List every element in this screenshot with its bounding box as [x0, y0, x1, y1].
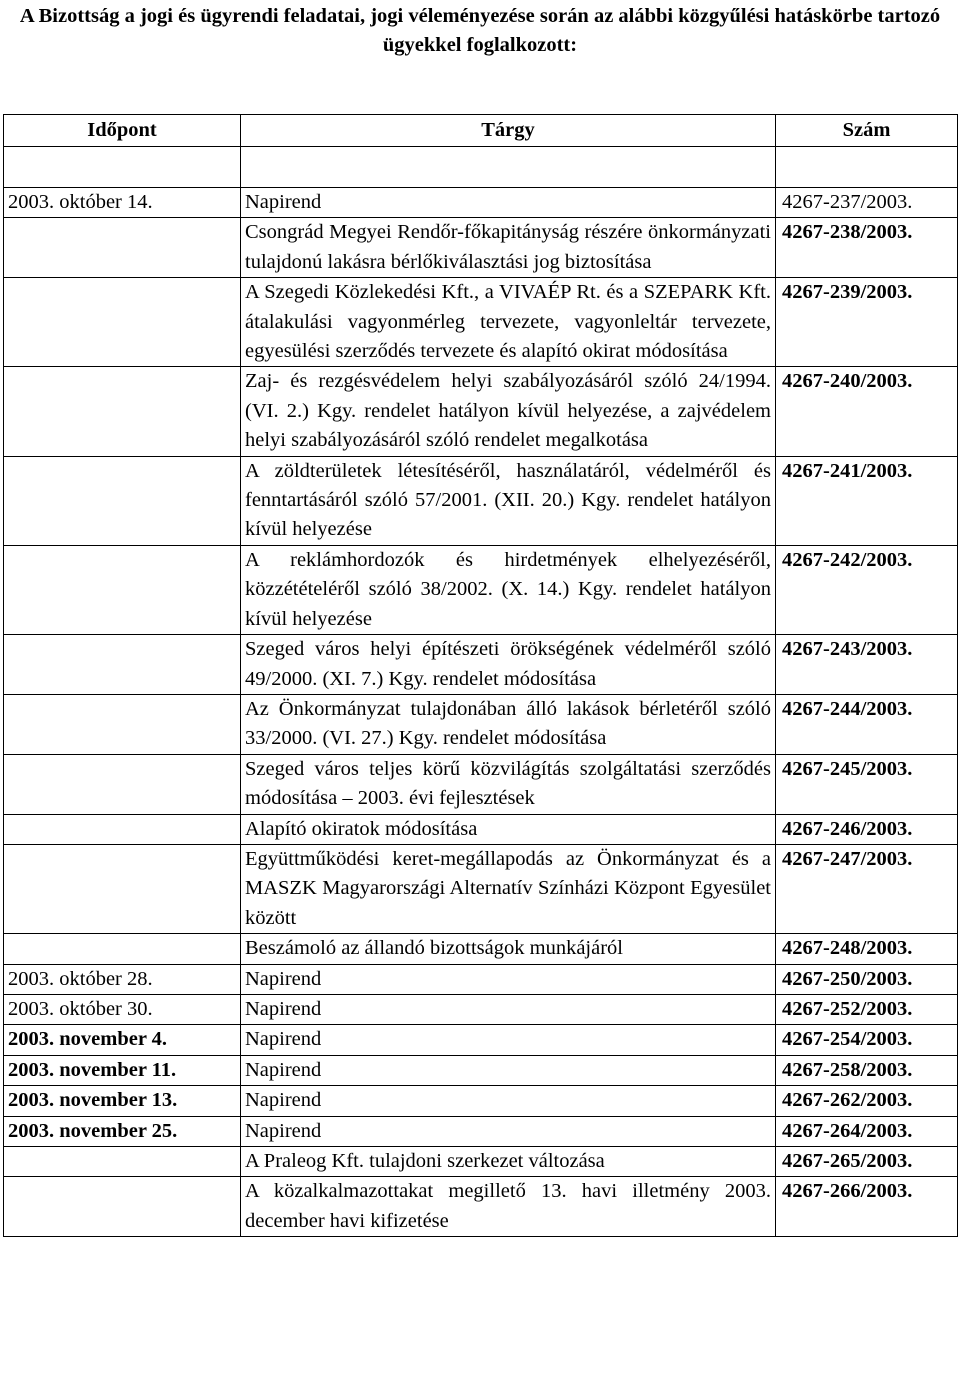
number-cell: 4267-237/2003.: [776, 188, 958, 218]
table-row: [4, 934, 958, 964]
number-cell: 4267-266/2003.: [776, 1177, 958, 1237]
subject-cell: Szeged város helyi építészeti örökségének védelméről szóló 49/2000. (XI. 7.) Kgy. rendelet módosítása: [241, 635, 776, 695]
number-cell: 4267-242/2003.: [776, 545, 958, 634]
subject-cell: Napirend: [241, 1055, 776, 1085]
date-cell: [4, 278, 241, 367]
table-row: [4, 635, 958, 695]
subject-cell: Beszámoló az állandó bizottságok munkájáról: [241, 934, 776, 964]
number-cell: 4267-244/2003.: [776, 694, 958, 754]
table-row: [4, 218, 958, 278]
date-cell: [4, 1177, 241, 1237]
table-row: [4, 844, 958, 933]
date-cell: 2003. október 14.: [4, 188, 241, 218]
number-cell: 4267-241/2003.: [776, 456, 958, 545]
date-cell: [4, 1147, 241, 1177]
table-row: [4, 545, 958, 634]
subject-cell: Napirend: [241, 1025, 776, 1055]
number-cell: 4267-262/2003.: [776, 1086, 958, 1116]
table-row: [4, 994, 958, 1024]
date-cell: 2003. november 25.: [4, 1116, 241, 1146]
date-cell: 2003. november 4.: [4, 1025, 241, 1055]
date-cell: [4, 814, 241, 844]
subject-cell: Zaj- és rezgésvédelem helyi szabályozásáról szóló 24/1994. (VI. 2.) Kgy. rendelet hatályon kívül helyezése, a zajvédelem helyi szabályozásáról szóló rendelet megalkotása: [241, 367, 776, 456]
date-cell: [4, 934, 241, 964]
subject-cell: Csongrád Megyei Rendőr-főkapitányság részére önkormányzati tulajdonú lakásra bérlőkiválasztási jog biztosítása: [241, 218, 776, 278]
subject-cell: Együttműködési keret-megállapodás az Önkormányzat és a MASZK Magyarországi Alternatív Színházi Központ Egyesület között: [241, 844, 776, 933]
number-cell: 4267-239/2003.: [776, 278, 958, 367]
number-cell: 4267-247/2003.: [776, 844, 958, 933]
column-header-date: Időpont: [4, 115, 241, 147]
number-cell: 4267-245/2003.: [776, 754, 958, 814]
table-row: [4, 456, 958, 545]
subject-cell: Alapító okiratok módosítása: [241, 814, 776, 844]
table-row: [4, 1086, 958, 1116]
subject-cell: Napirend: [241, 1116, 776, 1146]
subject-cell: A Szegedi Közlekedési Kft., a VIVAÉP Rt. és a SZEPARK Kft. átalakulási vagyonmérleg tervezete, vagyonleltár tervezete, egyesülési szerződés tervezete és alapító okirat módosítása: [241, 278, 776, 367]
date-cell: 2003. november 11.: [4, 1055, 241, 1085]
number-cell: 4267-248/2003.: [776, 934, 958, 964]
date-cell: [4, 754, 241, 814]
table-header-row: [4, 115, 958, 147]
table-row: [4, 367, 958, 456]
number-cell: 4267-238/2003.: [776, 218, 958, 278]
number-cell: 4267-246/2003.: [776, 814, 958, 844]
number-cell: 4267-252/2003.: [776, 994, 958, 1024]
document-heading: A Bizottság a jogi és ügyrendi feladatai, jogi véleményezése során az alábbi közgyűlési hatáskörbe tartozó ügyekkel foglalkozott:: [19, 5, 941, 56]
date-cell: [4, 545, 241, 634]
column-header-subject: Tárgy: [241, 115, 776, 147]
agenda-table: [3, 114, 958, 1237]
column-header-number: Szám: [776, 115, 958, 147]
spacer-row: [4, 147, 958, 188]
subject-cell: Szeged város teljes körű közvilágítás szolgáltatási szerződés módosítása – 2003. évi fejlesztések: [241, 754, 776, 814]
date-cell: [4, 367, 241, 456]
subject-cell: Az Önkormányzat tulajdonában álló lakások bérletéről szóló 33/2000. (VI. 27.) Kgy. rendelet módosítása: [241, 694, 776, 754]
table-row: [4, 1147, 958, 1177]
table-row: [4, 1025, 958, 1055]
table-row: [4, 1177, 958, 1237]
number-cell: 4267-258/2003.: [776, 1055, 958, 1085]
date-cell: [4, 844, 241, 933]
date-cell: [4, 218, 241, 278]
table-row: [4, 814, 958, 844]
table-row: [4, 1116, 958, 1146]
subject-cell: Napirend: [241, 994, 776, 1024]
table-row: [4, 188, 958, 218]
subject-cell: Napirend: [241, 188, 776, 218]
date-cell: [4, 694, 241, 754]
date-cell: 2003. október 30.: [4, 994, 241, 1024]
date-cell: [4, 456, 241, 545]
number-cell: 4267-240/2003.: [776, 367, 958, 456]
number-cell: 4267-243/2003.: [776, 635, 958, 695]
table-row: [4, 1055, 958, 1085]
table-row: [4, 694, 958, 754]
subject-cell: Napirend: [241, 1086, 776, 1116]
number-cell: 4267-250/2003.: [776, 964, 958, 994]
date-cell: 2003. október 28.: [4, 964, 241, 994]
date-cell: [4, 635, 241, 695]
number-cell: 4267-264/2003.: [776, 1116, 958, 1146]
number-cell: 4267-265/2003.: [776, 1147, 958, 1177]
table-row: [4, 964, 958, 994]
subject-cell: A közalkalmazottakat megillető 13. havi illetmény 2003. december havi kifizetése: [241, 1177, 776, 1237]
subject-cell: Napirend: [241, 964, 776, 994]
date-cell: 2003. november 13.: [4, 1086, 241, 1116]
subject-cell: A reklámhordozók és hirdetmények elhelyezéséről, közzétételéről szóló 38/2002. (X. 14.) Kgy. rendelet hatályon kívül helyezése: [241, 545, 776, 634]
table-row: [4, 278, 958, 367]
subject-cell: A Praleog Kft. tulajdoni szerkezet változása: [241, 1147, 776, 1177]
number-cell: 4267-254/2003.: [776, 1025, 958, 1055]
subject-cell: A zöldterületek létesítéséről, használatáról, védelméről és fenntartásáról szóló 57/2001. (XII. 20.) Kgy. rendelet hatályon kívül helyezése: [241, 456, 776, 545]
table-row: [4, 754, 958, 814]
